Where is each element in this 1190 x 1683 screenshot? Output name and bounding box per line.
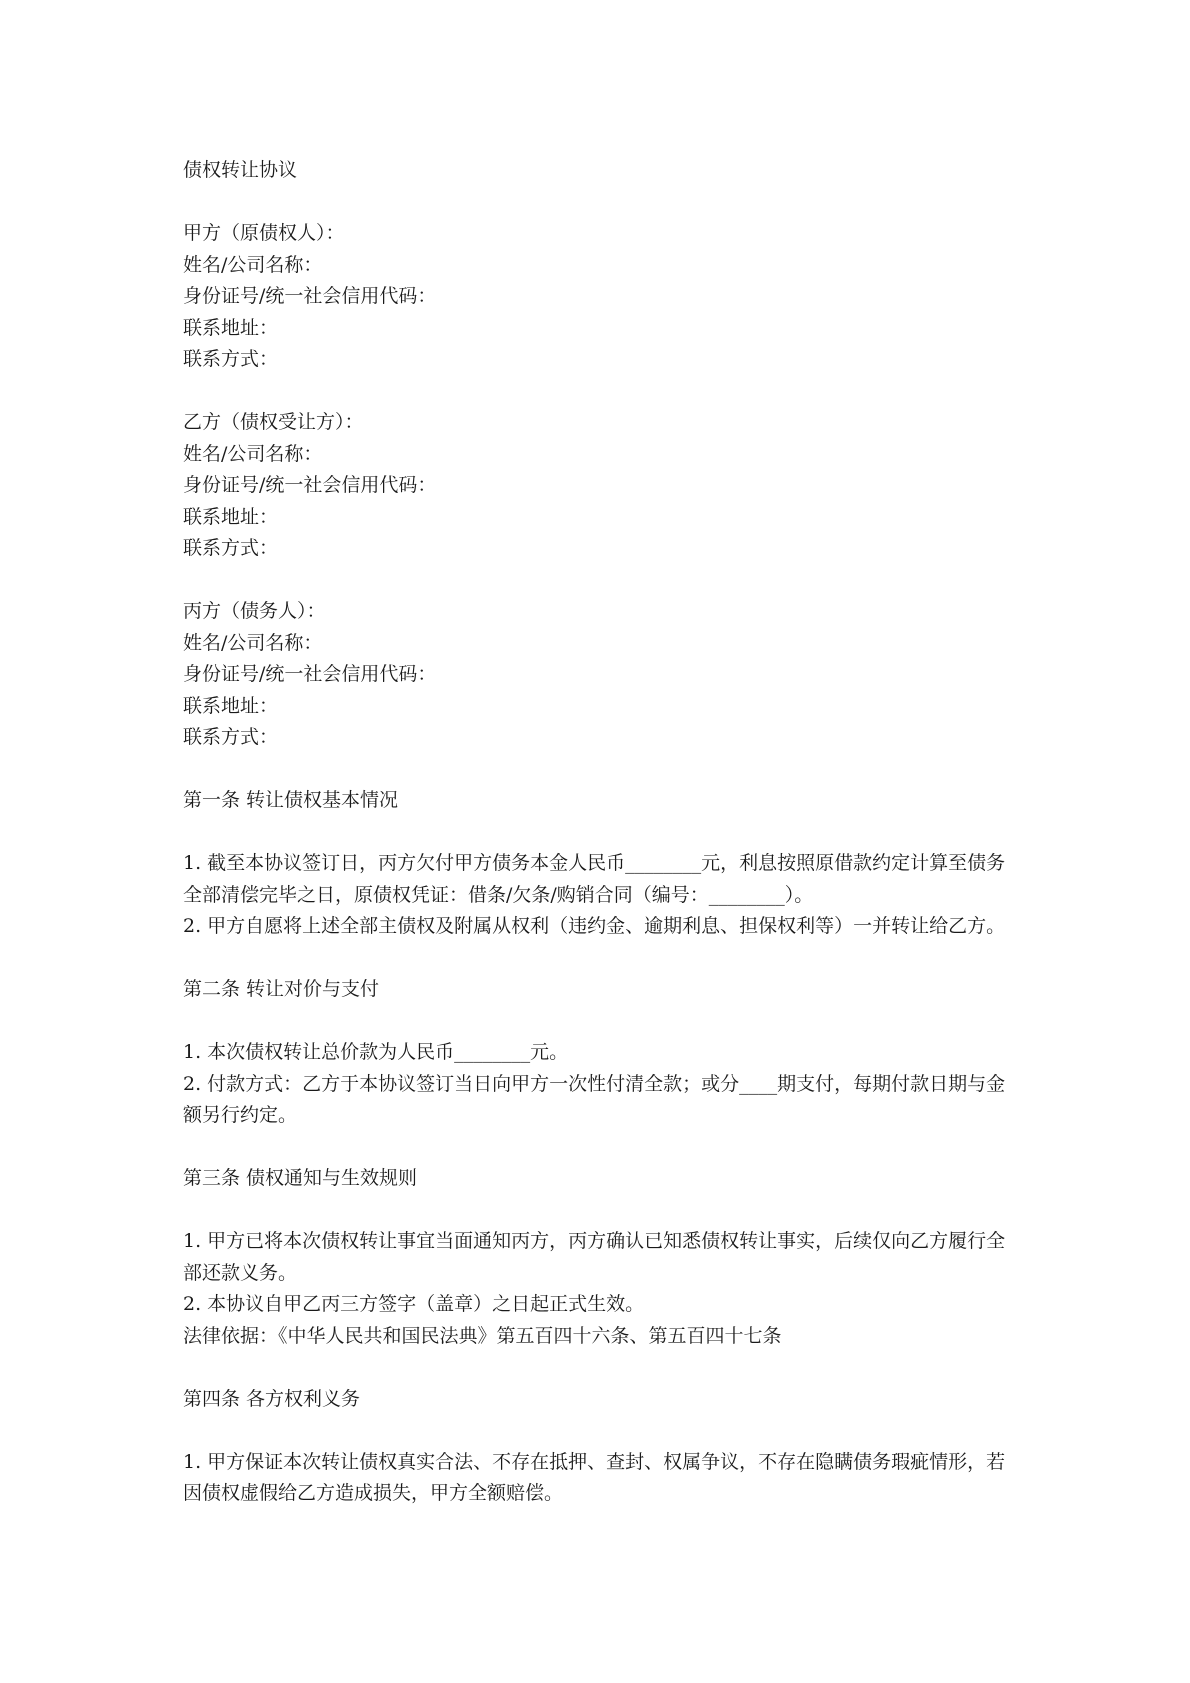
article-4-item-1: 1. 甲方保证本次转让债权真实合法、不存在抵押、查封、权属争议，不存在隐瞒债务瑕疵情形，若因债权虚假给乙方造成损失，甲方全额赔偿。 — [183, 1450, 1006, 1504]
article-1-item-2: 2. 甲方自愿将上述全部主债权及附属从权利（违约金、逾期利息、担保权利等）一并转让给乙方。 — [183, 915, 1006, 937]
document-title: 债权转让协议 — [183, 159, 298, 181]
article-2-item-1: 1. 本次债权转让总价款为人民币________元。 — [183, 1041, 569, 1063]
article-2-item-2: 2. 付款方式：乙方于本协议签订当日向甲方一次性付清全款；或分____期支付，每期付款日期与金额另行约定。 — [183, 1072, 1006, 1126]
party-c-name-field: 姓名/公司名称： — [183, 631, 323, 654]
spacer — [183, 1415, 1023, 1447]
article-3-heading: 第三条 债权通知与生效规则 — [183, 1167, 418, 1189]
article-4-heading: 第四条 各方权利义务 — [183, 1387, 361, 1410]
spacer — [183, 565, 1023, 597]
spacer — [183, 1132, 1023, 1164]
party-b-address-field: 联系地址： — [183, 505, 279, 528]
spacer — [183, 943, 1023, 975]
party-c-heading: 丙方（债务人）： — [183, 600, 326, 622]
party-a-name-field: 姓名/公司名称： — [183, 253, 323, 276]
spacer — [183, 376, 1023, 408]
party-b-heading: 乙方（债权受让方）： — [183, 411, 364, 433]
party-a-contact-field: 联系方式： — [183, 348, 279, 370]
party-c-address-field: 联系地址： — [183, 694, 279, 717]
party-b-name-field: 姓名/公司名称： — [183, 442, 323, 465]
party-b-contact-field: 联系方式： — [183, 537, 279, 559]
party-b-id-field: 身份证号/统一社会信用代码： — [183, 474, 437, 496]
spacer — [183, 1195, 1023, 1227]
article-3-item-1: 1. 甲方已将本次债权转让事宜当面通知丙方，丙方确认已知悉债权转让事实，后续仅向乙方履行全部还款义务。 — [183, 1230, 1006, 1284]
party-c-id-field: 身份证号/统一社会信用代码： — [183, 663, 437, 685]
spacer — [183, 187, 1023, 219]
article-3-item-2: 2. 本协议自甲乙丙三方签字（盖章）之日起正式生效。 — [183, 1293, 645, 1315]
spacer — [183, 754, 1023, 786]
document-page — [183, 155, 1023, 1510]
party-a-address-field: 联系地址： — [183, 316, 279, 339]
party-a-heading: 甲方（原债权人）： — [183, 222, 345, 244]
article-3-legal-basis: 法律依据：《中华人民共和国民法典》第五百四十六条、第五百四十七条 — [183, 1324, 782, 1347]
party-a-id-field: 身份证号/统一社会信用代码： — [183, 285, 437, 307]
article-1-heading: 第一条 转让债权基本情况 — [183, 789, 399, 811]
spacer — [183, 817, 1023, 849]
article-1-item-1: 1. 截至本协议签订日，丙方欠付甲方债务本金人民币________元，利息按照原借款约定计算至债务全部清偿完毕之日，原债权凭证：借条/欠条/购销合同（编号：________）。 — [183, 852, 1006, 906]
spacer — [183, 1352, 1023, 1384]
party-c-contact-field: 联系方式： — [183, 726, 279, 748]
article-2-heading: 第二条 转让对价与支付 — [183, 978, 380, 1000]
spacer — [183, 1006, 1023, 1038]
